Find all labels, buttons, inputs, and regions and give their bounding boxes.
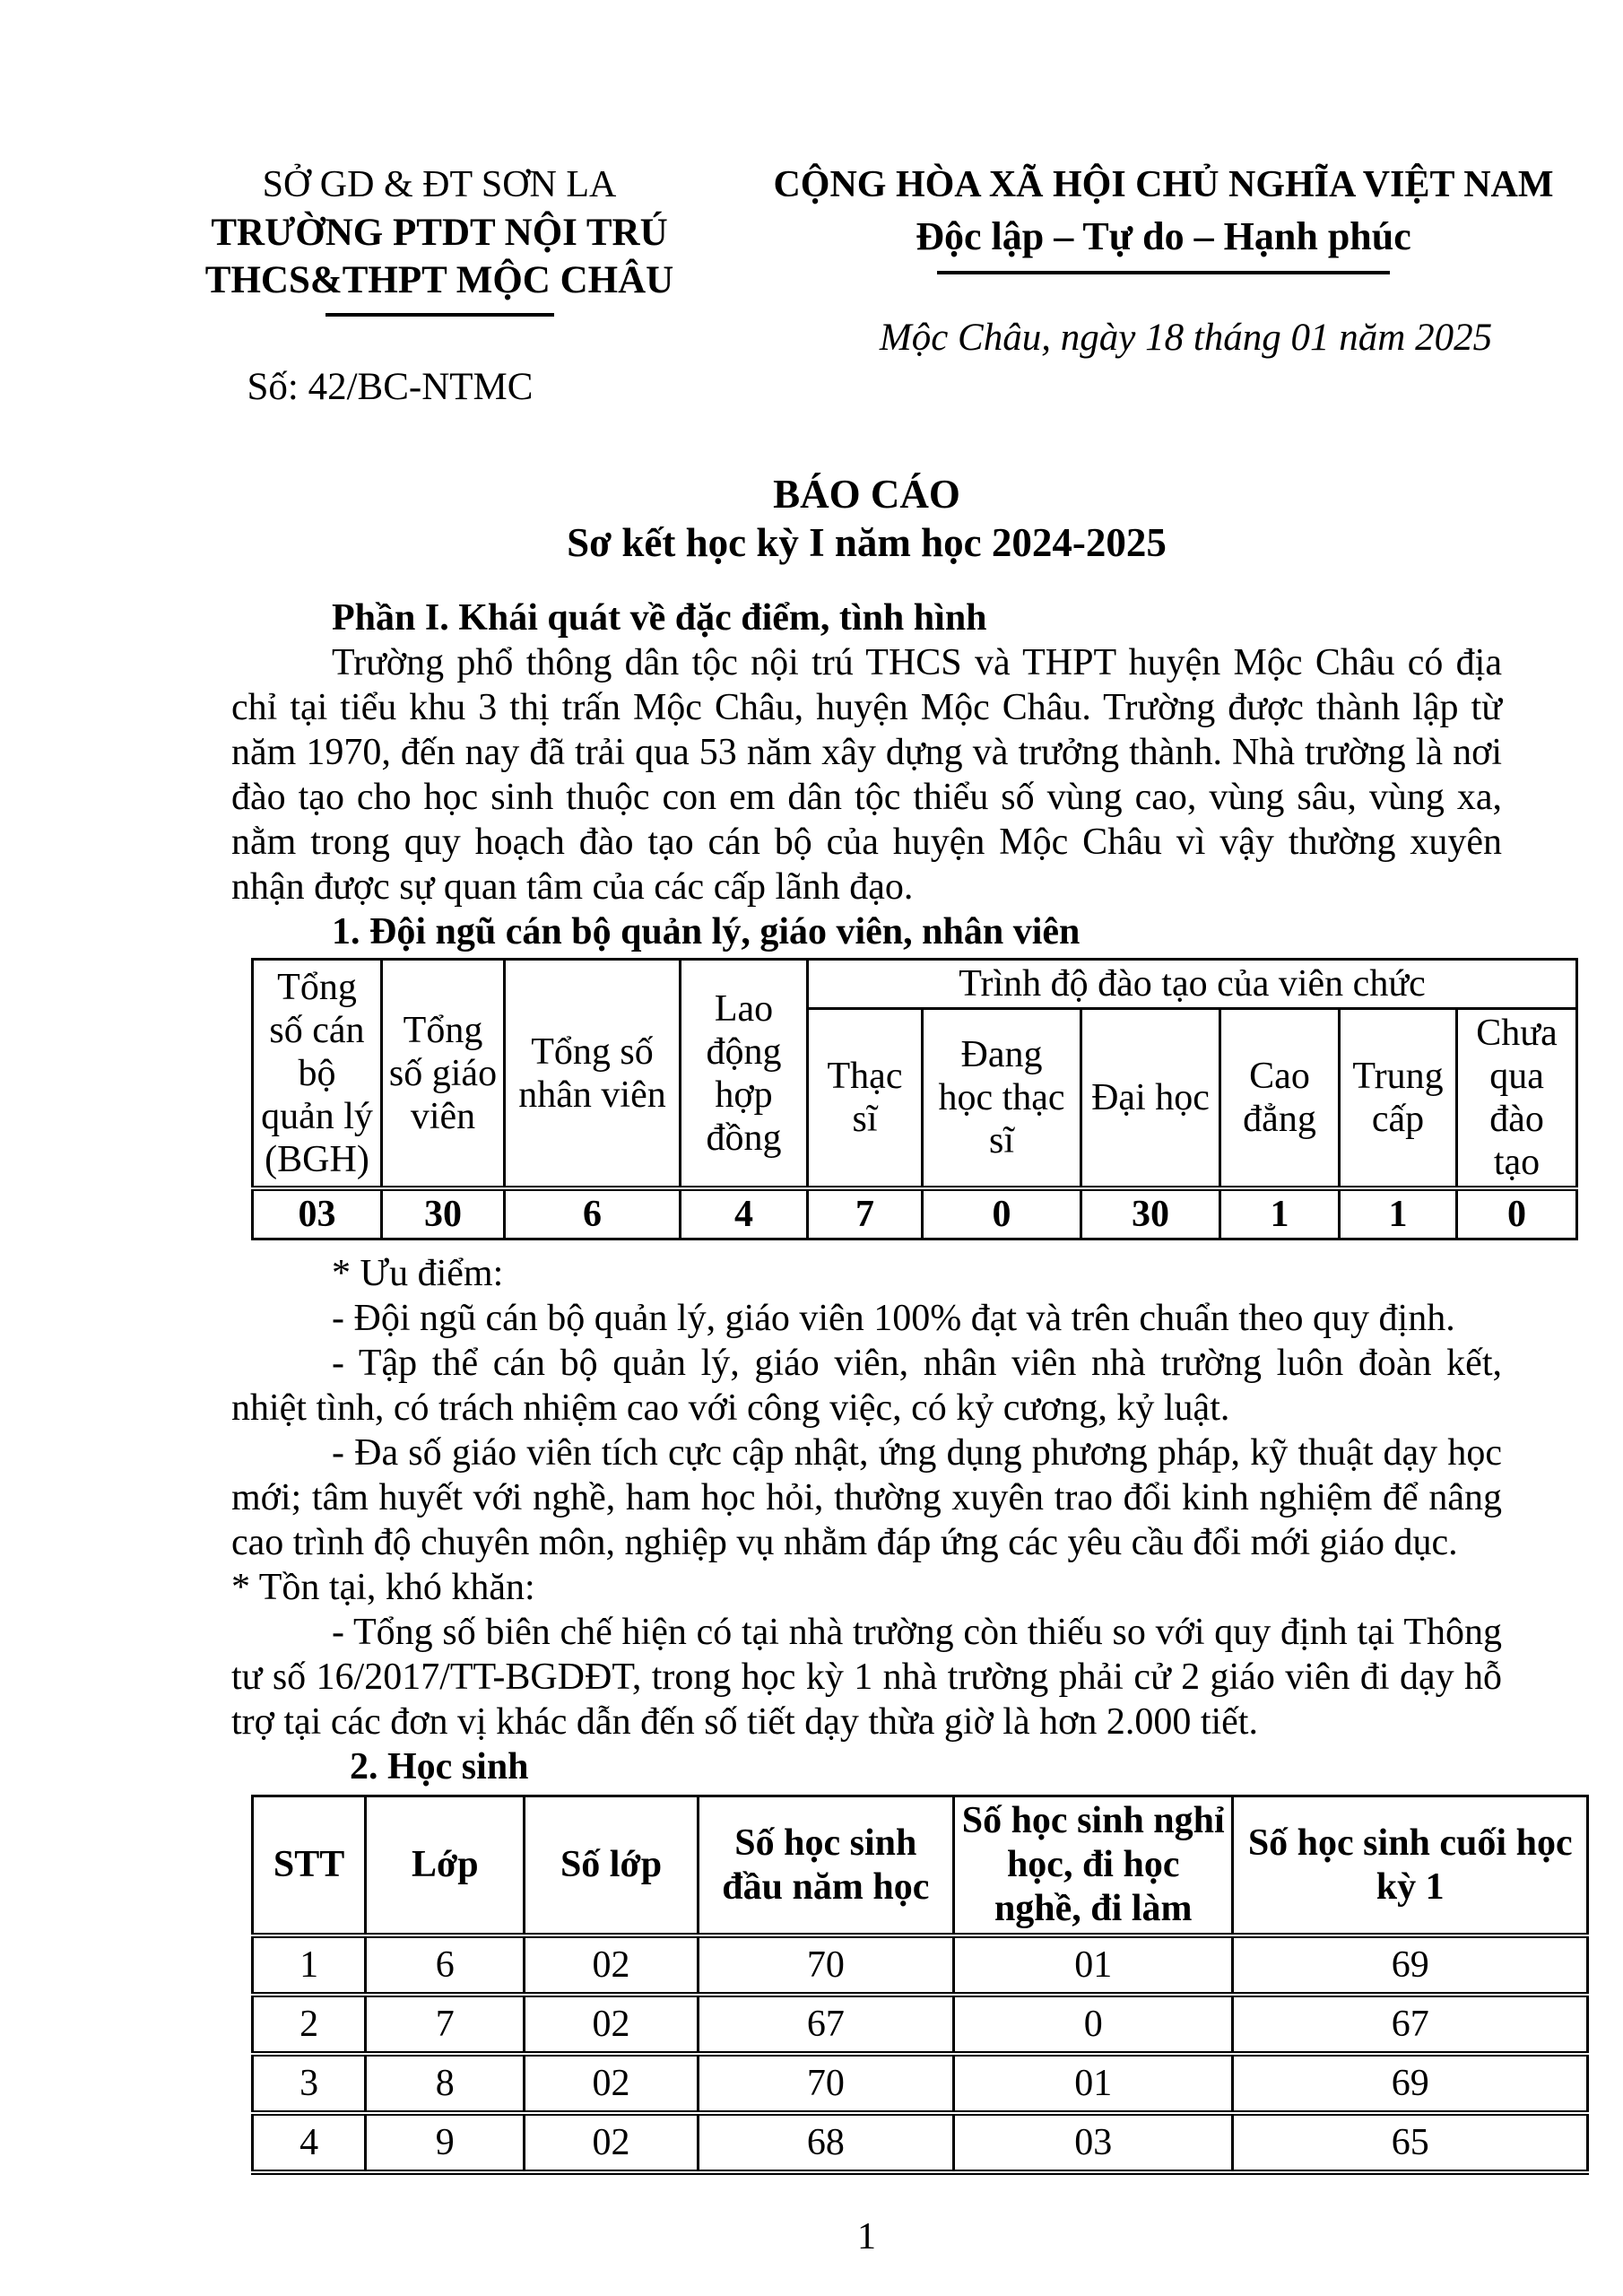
- org-parent-name: SỞ GD & ĐT SƠN LA: [262, 164, 617, 205]
- staff-sub-master: Thạc sĩ: [808, 1009, 923, 1189]
- report-title: BÁO CÁO: [773, 472, 960, 517]
- document-header: [0, 0, 1623, 411]
- students-col-classes: Số lớp: [525, 1796, 698, 1936]
- place-date-line: Mộc Châu, ngày 18 tháng 01 năm 2025: [879, 317, 1493, 359]
- table-cell: 30: [382, 1188, 505, 1239]
- table-cell: 69: [1233, 1935, 1588, 1995]
- table-cell: 68: [698, 2113, 953, 2172]
- table-cell: 01: [954, 2054, 1233, 2113]
- national-header-block: [744, 161, 1583, 411]
- table-cell: 67: [1233, 1995, 1588, 2054]
- advantage-item: - Tập thể cán bộ quản lý, giáo viên, nhân viên nhà trường luôn đoàn kết, nhiệt tình, có trách nhiệm cao với công việc, có kỷ cương, kỷ luật.: [231, 1343, 1502, 1429]
- students-table: [251, 1795, 1589, 2175]
- table-cell: 69: [1233, 2054, 1588, 2113]
- table-cell: 1: [253, 1935, 366, 1995]
- table-cell: 70: [698, 2054, 953, 2113]
- doc-number: Số: 42/BC-NTMC: [247, 366, 534, 408]
- table-cell: 0: [1457, 1188, 1577, 1239]
- motto-underline: [937, 271, 1390, 274]
- table-cell: 1: [1340, 1188, 1457, 1239]
- table-cell: 03: [954, 2113, 1233, 2172]
- table-cell: 4: [681, 1188, 808, 1239]
- staff-group-header: Trình độ đào tạo của viên chức: [808, 960, 1577, 1009]
- page-number: 1: [857, 2216, 876, 2257]
- table-cell: 30: [1081, 1188, 1220, 1239]
- table-cell: 02: [525, 2054, 698, 2113]
- table-cell: 70: [698, 1935, 953, 1995]
- difficulties-label: * Tồn tại, khó khăn:: [231, 1567, 535, 1608]
- table-cell: 9: [366, 2113, 525, 2172]
- table-cell: 0: [954, 1995, 1233, 2054]
- intro-paragraph: Trường phổ thông dân tộc nội trú THCS và THPT huyện Mộc Châu có địa chỉ tại tiểu khu 3 thị trấn Mộc Châu, huyện Mộc Châu. Trường được thành lập từ năm 1970, đến nay đã trải qua 53 năm xây dựng và trưởng thành. Nhà trường là nơi đào tạo cho học sinh thuộc con em dân tộc thiểu số vùng cao, vùng sâu, vùng xa, nằm trong quy hoạch đào tạo cán bộ của huyện Mộc Châu vì vậy thường xuyên nhận được sự quan tâm của các cấp lãnh đạo.: [231, 642, 1502, 908]
- students-col-dropout: Số học sinh nghỉ học, đi học nghề, đi làm: [954, 1796, 1233, 1936]
- students-col-grade: Lớp: [366, 1796, 525, 1936]
- table-cell: 02: [525, 1995, 698, 2054]
- table-row: [253, 2054, 1588, 2113]
- table-cell: 02: [525, 2113, 698, 2172]
- table-cell: 02: [525, 1935, 698, 1995]
- table-cell: 1: [1220, 1188, 1340, 1239]
- table-cell: 7: [366, 1995, 525, 2054]
- org-name-line1: TRƯỜNG PTDT NỘI TRÚ: [211, 212, 668, 254]
- document-body: [231, 470, 1573, 2259]
- org-name-line2: THCS&THPT MỘC CHÂU: [204, 259, 674, 301]
- difficulty-item: - Tổng số biên chế hiện có tại nhà trường còn thiếu so với quy định tại Thông tư số 16/2017/TT-BGDĐT, trong học kỳ 1 nhà trường phải cử 2 giáo viên đi dạy hỗ trợ tại các đơn vị khác dẫn đến số tiết dạy thừa giờ là hơn 2.000 tiết.: [231, 1612, 1502, 1743]
- national-motto: Độc lập – Tự do – Hạnh phúc: [916, 214, 1411, 258]
- advantages-label: * Ưu điểm:: [332, 1253, 504, 1294]
- table-cell: 67: [698, 1995, 953, 2054]
- students-col-end-count: Số học sinh cuối học kỳ 1: [1233, 1796, 1588, 1936]
- table-cell: 01: [954, 1935, 1233, 1995]
- staff-table: [251, 958, 1578, 1240]
- table-cell: 2: [253, 1995, 366, 2054]
- issuing-org-block: [135, 161, 744, 411]
- staff-col-managers: Tổng số cán bộ quản lý (BGH): [253, 960, 382, 1189]
- table-row: [253, 1995, 1588, 2054]
- table-cell: 0: [923, 1188, 1081, 1239]
- table-cell: 03: [253, 1188, 382, 1239]
- table-cell: 6: [505, 1188, 681, 1239]
- table-cell: 4: [253, 2113, 366, 2172]
- staff-sub-intermediate: Trung cấp: [1340, 1009, 1457, 1189]
- section-part1-heading: Phần I. Khái quát về đặc điểm, tình hình: [332, 597, 987, 639]
- students-col-stt: STT: [253, 1796, 366, 1936]
- table-cell: 6: [366, 1935, 525, 1995]
- students-col-start-count: Số học sinh đầu năm học: [698, 1796, 953, 1936]
- advantage-item: - Đa số giáo viên tích cực cập nhật, ứng dụng phương pháp, kỹ thuật dạy học mới; tâm huyết với nghề, ham học hỏi, thường xuyên trao đổi kinh nghiệm để nâng cao trình độ chuyên môn, nghiệp vụ nhằm đáp ứng các yêu cầu đổi mới giáo dục.: [231, 1432, 1502, 1563]
- staff-sub-college: Cao đẳng: [1220, 1009, 1340, 1189]
- staff-sub-studying-master: Đang học thạc sĩ: [923, 1009, 1081, 1189]
- staff-section-heading: 1. Đội ngũ cán bộ quản lý, giáo viên, nhân viên: [332, 911, 1081, 952]
- staff-sub-untrained: Chưa qua đào tạo: [1457, 1009, 1577, 1189]
- table-row: [253, 2113, 1588, 2172]
- table-cell: 8: [366, 2054, 525, 2113]
- advantage-item: - Đội ngũ cán bộ quản lý, giáo viên 100% đạt và trên chuẩn theo quy định.: [332, 1298, 1455, 1339]
- report-subtitle: Sơ kết học kỳ I năm học 2024-2025: [567, 520, 1167, 565]
- table-row: [253, 1935, 1588, 1995]
- staff-col-employees: Tổng số nhân viên: [505, 960, 681, 1189]
- staff-sub-university: Đại học: [1081, 1009, 1220, 1189]
- table-cell: 65: [1233, 2113, 1588, 2172]
- table-cell: 3: [253, 2054, 366, 2113]
- org-underline: [325, 313, 554, 317]
- national-title: CỘNG HÒA XÃ HỘI CHỦ NGHĨA VIỆT NAM: [773, 164, 1554, 205]
- students-section-heading: 2. Học sinh: [350, 1746, 529, 1787]
- table-cell: 7: [808, 1188, 923, 1239]
- staff-col-contract: Lao động hợp đồng: [681, 960, 808, 1189]
- staff-col-teachers: Tổng số giáo viên: [382, 960, 505, 1189]
